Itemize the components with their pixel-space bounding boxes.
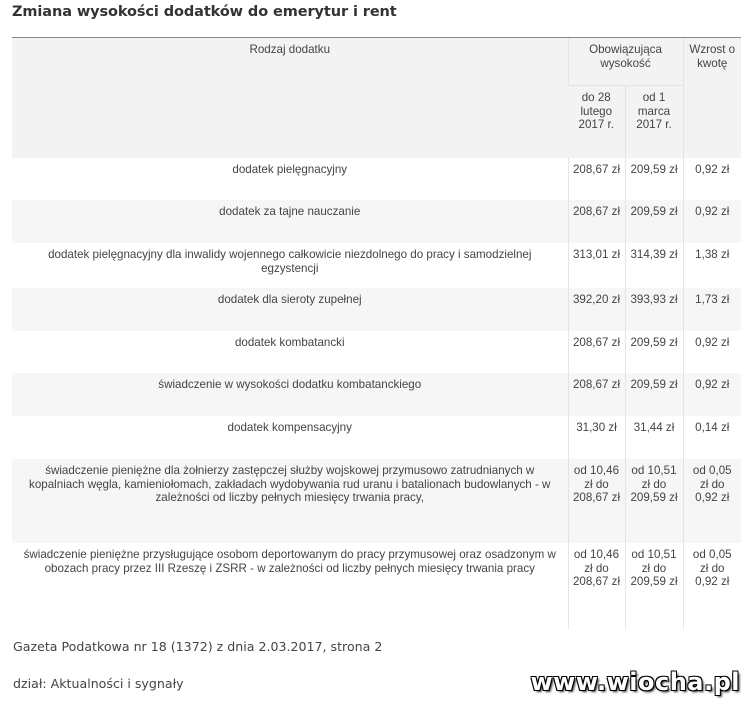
table-row [12, 243, 741, 288]
amount-after-cell: od 10,51 zł do 209,59 zł [625, 459, 683, 543]
source-citation: Gazeta Podatkowa nr 18 (1372) z dnia 2.03.2017, strona 2 [13, 639, 383, 654]
table-row [12, 200, 741, 243]
increase-cell: 0,92 zł [683, 331, 741, 373]
amount-after-cell: 209,59 zł [625, 373, 683, 416]
watermark-logo: www.wiocha.pl [530, 668, 740, 696]
table-row [12, 416, 741, 459]
header-kind: Rodzaj dodatku [12, 38, 568, 159]
table-row [12, 158, 741, 200]
increase-cell: od 0,05 zł do 0,92 zł [683, 459, 741, 543]
allowance-name-cell: dodatek kompensacyjny [12, 416, 568, 459]
header-current-amount: Obowiązująca wysokość [568, 38, 683, 86]
table-row [12, 373, 741, 416]
increase-cell: 0,92 zł [683, 200, 741, 243]
header-from-date: od 1 marca 2017 r. [625, 86, 683, 159]
amount-after-cell: 209,59 zł [625, 158, 683, 200]
allowance-name-cell: świadczenie w wysokości dodatku kombatanckiego [12, 373, 568, 416]
amount-before-cell: 208,67 zł [568, 158, 625, 200]
increase-cell: 1,73 zł [683, 288, 741, 331]
table-row [12, 331, 741, 373]
allowance-name-cell: świadczenie pieniężne dla żołnierzy zastępczej służby wojskowej przymusowo zatrudnianych w kopalniach węgla, kamieniołomach, zakładach wydobywania rud uranu i batalionach budowlanych - w zależności od liczby pełnych miesięcy trwania pracy, [12, 459, 568, 543]
increase-cell: od 0,05 zł do 0,92 zł [683, 543, 741, 629]
header-until-date: do 28 lutego 2017 r. [568, 86, 625, 159]
article-title: Zmiana wysokości dodatków do emerytur i rent [12, 4, 397, 20]
allowance-name-cell: świadczenie pieniężne przysługujące osobom deportowanym do pracy przymusowej oraz osadzonym w obozach pracy przez III Rzeszę i ZSRR - w zależności od liczby pełnych miesięcy trwania pracy [12, 543, 568, 629]
amount-before-cell: 392,20 zł [568, 288, 625, 331]
increase-cell: 0,92 zł [683, 158, 741, 200]
amount-before-cell: 208,67 zł [568, 200, 625, 243]
amount-before-cell: 208,67 zł [568, 373, 625, 416]
allowance-name-cell: dodatek pielęgnacyjny [12, 158, 568, 200]
amount-after-cell: 314,39 zł [625, 243, 683, 288]
amount-before-cell: 313,01 zł [568, 243, 625, 288]
amount-before-cell: 208,67 zł [568, 331, 625, 373]
increase-cell: 0,14 zł [683, 416, 741, 459]
amount-before-cell: od 10,46 zł do 208,67 zł [568, 459, 625, 543]
amount-after-cell: 209,59 zł [625, 200, 683, 243]
amount-before-cell: od 10,46 zł do 208,67 zł [568, 543, 625, 629]
amount-before-cell: 31,30 zł [568, 416, 625, 459]
allowance-name-cell: dodatek za tajne nauczanie [12, 200, 568, 243]
header-increase: Wzrost o kwotę [683, 38, 741, 159]
increase-cell: 0,92 zł [683, 373, 741, 416]
allowance-name-cell: dodatek kombatancki [12, 331, 568, 373]
amount-after-cell: 393,93 zł [625, 288, 683, 331]
amount-after-cell: od 10,51 zł do 209,59 zł [625, 543, 683, 629]
amount-after-cell: 31,44 zł [625, 416, 683, 459]
section-label: dział: Aktualności i sygnały [13, 676, 184, 691]
increase-cell: 1,38 zł [683, 243, 741, 288]
table-row [12, 543, 741, 629]
allowance-table [12, 37, 741, 629]
table-row [12, 288, 741, 331]
allowance-name-cell: dodatek pielęgnacyjny dla inwalidy wojennego całkowicie niezdolnego do pracy i samodzielnej egzystencji [12, 243, 568, 288]
table-row [12, 459, 741, 543]
allowance-name-cell: dodatek dla sieroty zupełnej [12, 288, 568, 331]
amount-after-cell: 209,59 zł [625, 331, 683, 373]
table-header-row [12, 38, 741, 86]
